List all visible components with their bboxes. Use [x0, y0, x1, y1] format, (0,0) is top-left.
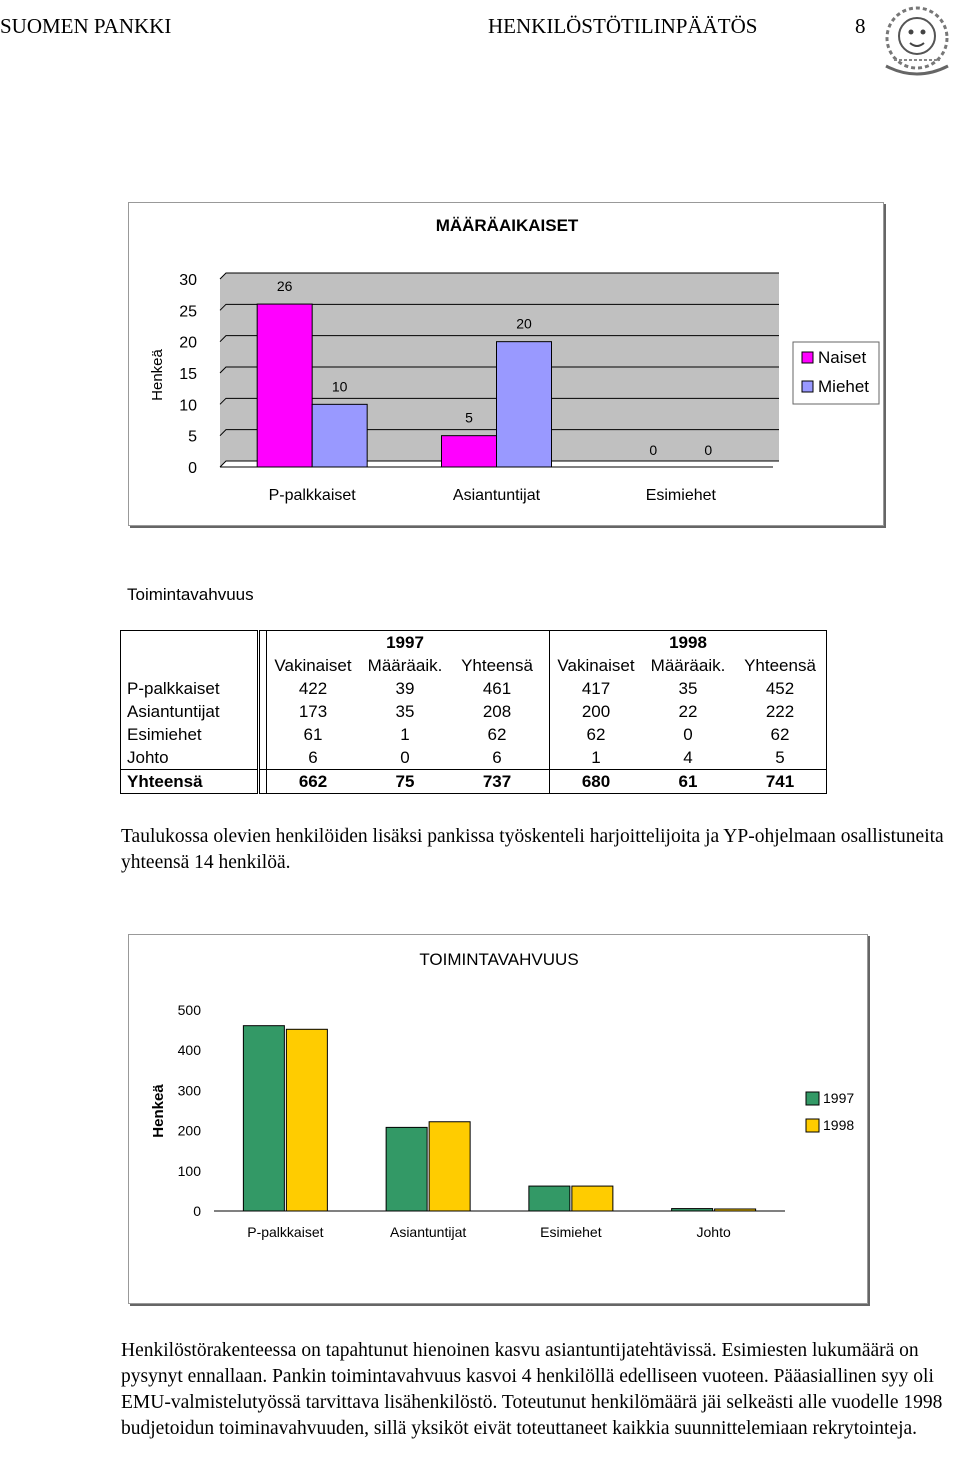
table-cell: 680 [550, 770, 643, 794]
table-cell: 4 [683, 748, 693, 767]
legend-swatch-1997 [806, 1092, 819, 1105]
y-tick-label: 200 [177, 1122, 201, 1139]
y-tick-label: 30 [179, 272, 197, 289]
table-cell: 35 [678, 679, 698, 698]
column-header: Määräaik. [367, 656, 443, 675]
table-cell: 75 [395, 772, 415, 791]
table-cell: 452 [734, 677, 827, 700]
table-cell: 737 [482, 772, 512, 791]
column-header: Vakinaiset [267, 654, 360, 677]
bar-1998-johto [715, 1209, 756, 1211]
y-tick-label: 300 [177, 1082, 201, 1099]
section-title: Toimintavahvuus [127, 585, 254, 604]
year-header: 1998 [550, 631, 827, 655]
table-cell: 662 [267, 770, 360, 794]
y-axis-label: Henkeä [150, 1084, 167, 1138]
table-total-row [121, 770, 827, 794]
table-cell: 62 [487, 725, 507, 744]
y-tick-label: 10 [179, 397, 197, 415]
table-cell: 200 [550, 700, 643, 723]
table-cell: 208 [482, 702, 512, 721]
bar-1998-esimiehet [572, 1186, 613, 1211]
data-label: 0 [704, 442, 713, 458]
chart-toimintavahvuus [128, 934, 868, 1304]
lion-emblem-icon [874, 0, 960, 86]
chart-maaraaikaiset-svg [129, 203, 883, 525]
table-row [121, 746, 827, 770]
legend-label-miehet: Miehet [818, 377, 870, 396]
data-label: 5 [465, 409, 473, 426]
x-tick-label: Johto [696, 1224, 731, 1240]
chart-maaraaikaiset [128, 202, 884, 526]
legend-swatch-naiset [802, 352, 813, 363]
table-cell: 6 [267, 746, 360, 770]
table-cell: 173 [267, 700, 360, 723]
table-row [121, 677, 827, 700]
y-tick-label: 25 [179, 303, 197, 321]
table-cell: 1 [550, 746, 643, 770]
bar-miehet-p-palkkaiset [312, 404, 367, 467]
y-tick-label: 0 [188, 460, 197, 477]
data-label: 20 [516, 315, 532, 332]
column-header: Yhteensä [734, 654, 827, 677]
legend-swatch-1998 [806, 1119, 819, 1132]
table-cell: 0 [683, 725, 693, 744]
staff-table [120, 630, 827, 794]
bar-1997-p-palkkaiset [243, 1026, 284, 1211]
row-label: Yhteensä [121, 770, 259, 794]
x-tick-label: P-palkkaiset [247, 1224, 324, 1240]
header-org: SUOMEN PANKKI [0, 14, 172, 38]
y-tick-label: 100 [177, 1162, 201, 1179]
bar-naiset-asiantuntijat [442, 436, 497, 467]
x-tick-label: Asiantuntijat [452, 487, 541, 504]
table-row [121, 723, 827, 746]
y-axis-label: Henkeä [149, 349, 166, 401]
bar-1997-asiantuntijat [386, 1127, 427, 1211]
table-cell: 6 [492, 748, 502, 767]
chart-title: MÄÄRÄAIKAISET [435, 216, 579, 235]
table-cell: 1 [400, 725, 410, 744]
y-tick-label: 20 [179, 334, 197, 352]
row-label: Johto [121, 746, 259, 770]
table-row [121, 700, 827, 723]
bar-1998-p-palkkaiset [286, 1029, 327, 1211]
x-tick-label: Asiantuntijat [389, 1224, 467, 1240]
column-header: Vakinaiset [550, 654, 643, 677]
table-cell: 222 [734, 700, 827, 723]
paragraph-note: Taulukossa olevien henkilöiden lisäksi pankissa työskenteli harjoittelijoita ja YP-ohjelmaan osallistuneita yhteensä 14 henkilöä. [121, 826, 944, 873]
table-cell: 62 [550, 723, 643, 746]
table-cell: 22 [678, 702, 698, 721]
y-tick-label: 15 [179, 366, 197, 383]
x-tick-label: Esimiehet [645, 487, 716, 504]
chart-title: TOIMINTAVAHVUUS [419, 950, 579, 969]
table-cell: 62 [734, 723, 827, 746]
y-tick-label: 500 [177, 1002, 201, 1018]
table-cell: 422 [267, 677, 360, 700]
row-label: Asiantuntijat [121, 700, 259, 723]
page-number: 8 [855, 14, 866, 38]
x-tick-label: P-palkkaiset [268, 487, 356, 504]
table-cell: 741 [734, 770, 827, 794]
legend-label-1998: 1998 [823, 1117, 855, 1133]
legend-swatch-miehet [802, 381, 813, 392]
bar-1998-asiantuntijat [429, 1122, 470, 1211]
column-header: Yhteensä [461, 656, 533, 675]
table-cell: 39 [395, 679, 415, 698]
table-corner [121, 631, 259, 655]
x-tick-label: Esimiehet [540, 1224, 602, 1240]
legend-label-1997: 1997 [823, 1090, 855, 1106]
table-cell: 0 [400, 748, 410, 767]
bar-1997-johto [672, 1209, 713, 1211]
column-header: Määräaik. [650, 656, 726, 675]
table-cell: 61 [678, 772, 698, 791]
header-title: HENKILÖSTÖTILINPÄÄTÖS [488, 14, 758, 38]
bar-miehet-asiantuntijat [497, 342, 552, 467]
table-cell: 61 [267, 723, 360, 746]
y-tick-label: 400 [177, 1042, 201, 1059]
paragraph-summary: Henkilöstörakenteessa on tapahtunut hienoinen kasvu asiantuntijatehtävissä. Esimiesten lukumäärä on pysynyt ennallaan. Pankin toimintavahvuus kasvoi 4 henkilöllä edelliseen vuoteen. Pääasiallinen syy oli EMU-valmistelutyössä tarvittava lisähenkilöstö. Toteutunut henkilömäärä jäi selkeästi alle vuodelle 1998 budjetoidun toiminavahvuuden, sillä yksiköt eivät toteuttaneet kaikkia suunnittelemiaan rekrytointeja. [121, 1340, 943, 1439]
data-label: 0 [649, 442, 658, 458]
data-label: 10 [331, 378, 348, 395]
bar-1997-esimiehet [529, 1186, 570, 1211]
y-tick-label: 0 [193, 1203, 201, 1219]
row-label: P-palkkaiset [121, 677, 259, 700]
chart-toimintavahvuus-svg [129, 935, 867, 1303]
bar-naiset-p-palkkaiset [257, 304, 312, 467]
y-tick-label: 5 [188, 428, 197, 446]
data-label: 26 [276, 278, 293, 295]
table-cell: 35 [395, 702, 415, 721]
legend-label-naiset: Naiset [818, 348, 867, 367]
table-cell: 461 [482, 679, 512, 698]
table-cell: 417 [550, 677, 643, 700]
table-cell: 5 [734, 746, 827, 770]
year-header: 1997 [267, 631, 544, 655]
row-label: Esimiehet [121, 723, 259, 746]
